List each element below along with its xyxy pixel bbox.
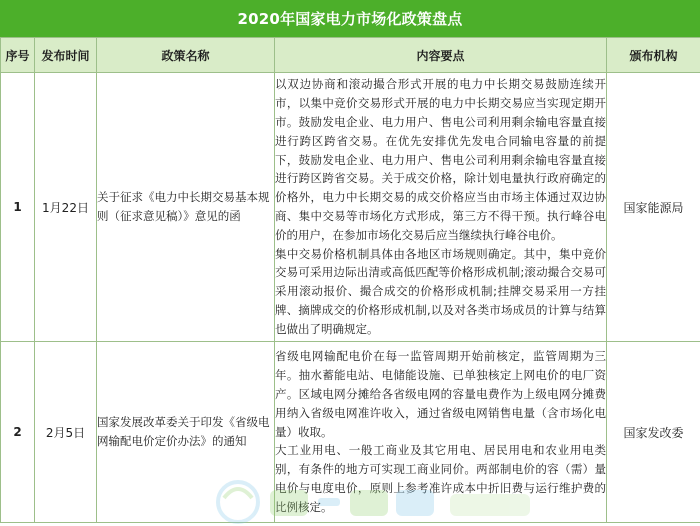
content-paragraph: 以双边协商和滚动撮合形式开展的电力中长期交易鼓励连续开市，以集中竞价交易形式开展的电力中长期交易应当实现定期开市。鼓励发电企业、电力用户、售电公司利用剩余输电容量直接进行跨区跨省交易。在优先安排优先发电合同输电容量的前提下，鼓励发电企业、电力用户、售电公司利用剩余输电容量直接进行跨区跨省交易。关于成交价格，除计划电量执行政府确定的价格外，电力中长期交易的成交价格应当由市场主体通过双边协商、集中交易等市场化方式形成，第三方不得干预。执行峰谷电价的用户，在参加市场化交易后应当继续执行峰谷电价。 [275, 77, 606, 242]
content-paragraph: 集中交易价格机制具体由各地区市场规则确定。其中，集中竞价交易可采用边际出清或高低匹配等价格形成机制;滚动撮合交易可采用滚动报价、撮合成交的价格形成机制;挂牌交易采用一方挂牌、摘牌成交的价格形成机制,以及对各类市场成员的计算与结算也做出了明确规定。 [275, 246, 606, 336]
table-row [1, 342, 700, 523]
table-row [1, 73, 700, 342]
row-content [275, 342, 607, 523]
row-index: 1 [1, 73, 35, 342]
row-policy-name: 关于征求《电力中长期交易基本规则（征求意见稿）》意见的函 [97, 73, 275, 342]
column-header-org: 颁布机构 [607, 38, 700, 73]
row-index: 2 [1, 342, 35, 523]
row-org: 国家能源局 [607, 73, 700, 342]
row-date: 2月5日 [35, 342, 97, 523]
column-header-content: 内容要点 [275, 38, 607, 73]
table-header-row [1, 38, 700, 73]
content-paragraph: 大工业用电、一般工商业及其它用电、居民用电和农业用电类别，有条件的地方可实现工商业同价。两部制电价的容（需）量电价与电度电价，原则上参考准许成本中折旧费与运行维护费的比例核定。 [275, 443, 606, 514]
policy-table [0, 37, 700, 523]
row-date: 1月22日 [35, 73, 97, 342]
row-policy-name: 国家发展改革委关于印发《省级电网输配电价定价办法》的通知 [97, 342, 275, 523]
column-header-index: 序号 [1, 38, 35, 73]
column-header-date: 发布时间 [35, 38, 97, 73]
row-org: 国家发改委 [607, 342, 700, 523]
page-title: 2020年国家电力市场化政策盘点 [0, 0, 700, 38]
row-content [275, 73, 607, 342]
column-header-name: 政策名称 [97, 38, 275, 73]
content-paragraph: 省级电网输配电价在每一监管周期开始前核定，监管周期为三年。抽水蓄能电站、电储能设施、已单独核定上网电价的电厂资产。区域电网分摊给各省级电网的容量电费作为上级电网分摊费用纳入省级电网准许收入，通过省级电网销售电量（含市场化电量）收取。 [275, 349, 606, 439]
